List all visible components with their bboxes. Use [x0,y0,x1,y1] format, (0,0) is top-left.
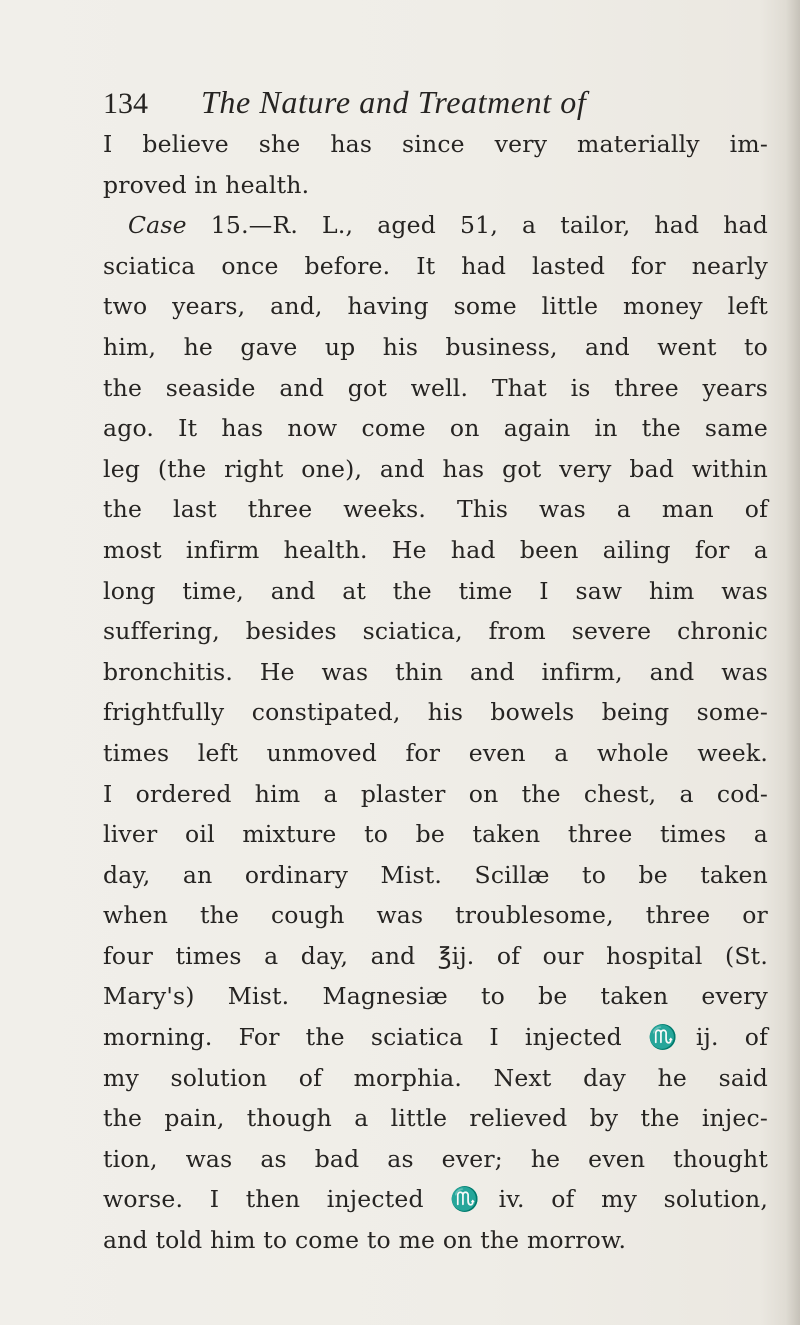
text-line-5: two years, and, having some little money left [103,292,768,321]
text-line-27: worse. I then injected ♏iv. of my solution, [103,1185,768,1214]
text-line-22: Mary's) Mist. Magnesiæ to be taken every [103,982,768,1011]
running-title: The Nature and Treatment of [201,84,587,120]
text-line-18: liver oil mixture to be taken three times a [103,820,768,849]
text-line-2: proved in health. [103,170,310,199]
text-line-28: and told him to come to me on the morrow. [103,1226,627,1255]
text-line-26: tion, was as bad as ever; he even thought [103,1144,768,1173]
text-line-23: morning. For the sciatica I injected ♏ij. of [103,1023,768,1052]
text-line-1: I believe she has since very materially im- [103,130,768,158]
text-line-16: times left unmoved for even a whole week. [103,738,768,767]
text-line-24: my solution of morphia. Next day he said [103,1063,768,1092]
text-line-19: day, an ordinary Mist. Scillæ to be taken [103,860,768,889]
text-line-21: four times a day, and ℥ij. of our hospital (St. [103,941,768,970]
text-line-9: leg (the right one), and has got very bad within [103,454,768,483]
case-label: Case [128,211,187,240]
case-line-rest: 15.—R. L., aged 51, a tailor, had had [186,211,768,240]
text-line-13: suffering, besides sciatica, from severe chronic [103,617,768,646]
text-line-4: sciatica once before. It had lasted for nearly [103,251,768,280]
running-head [103,82,783,122]
text-line-20: when the cough was troublesome, three or [103,901,768,930]
text-line-6: him, he gave up his business, and went to [103,332,768,361]
text-line-12: long time, and at the time I saw him was [103,576,768,605]
body-text [103,124,768,1261]
text-line-14: bronchitis. He was thin and infirm, and was [103,657,768,686]
text-line-7: the seaside and got well. That is three years [103,373,768,402]
text-line-15: frightfully constipated, his bowels being some- [103,698,768,727]
text-line-17: I ordered him a plaster on the chest, a cod- [103,779,768,808]
page-number: 134 [103,87,148,120]
text-line-11: most infirm health. He had been ailing for a [103,535,768,564]
text-line-25: the pain, though a little relieved by the injec- [103,1104,768,1133]
text-line-3 [103,205,768,246]
text-line-8: ago. It has now come on again in the same [103,414,768,443]
page-edge-shadow [786,0,800,1325]
text-line-10: the last three weeks. This was a man of [103,495,768,524]
